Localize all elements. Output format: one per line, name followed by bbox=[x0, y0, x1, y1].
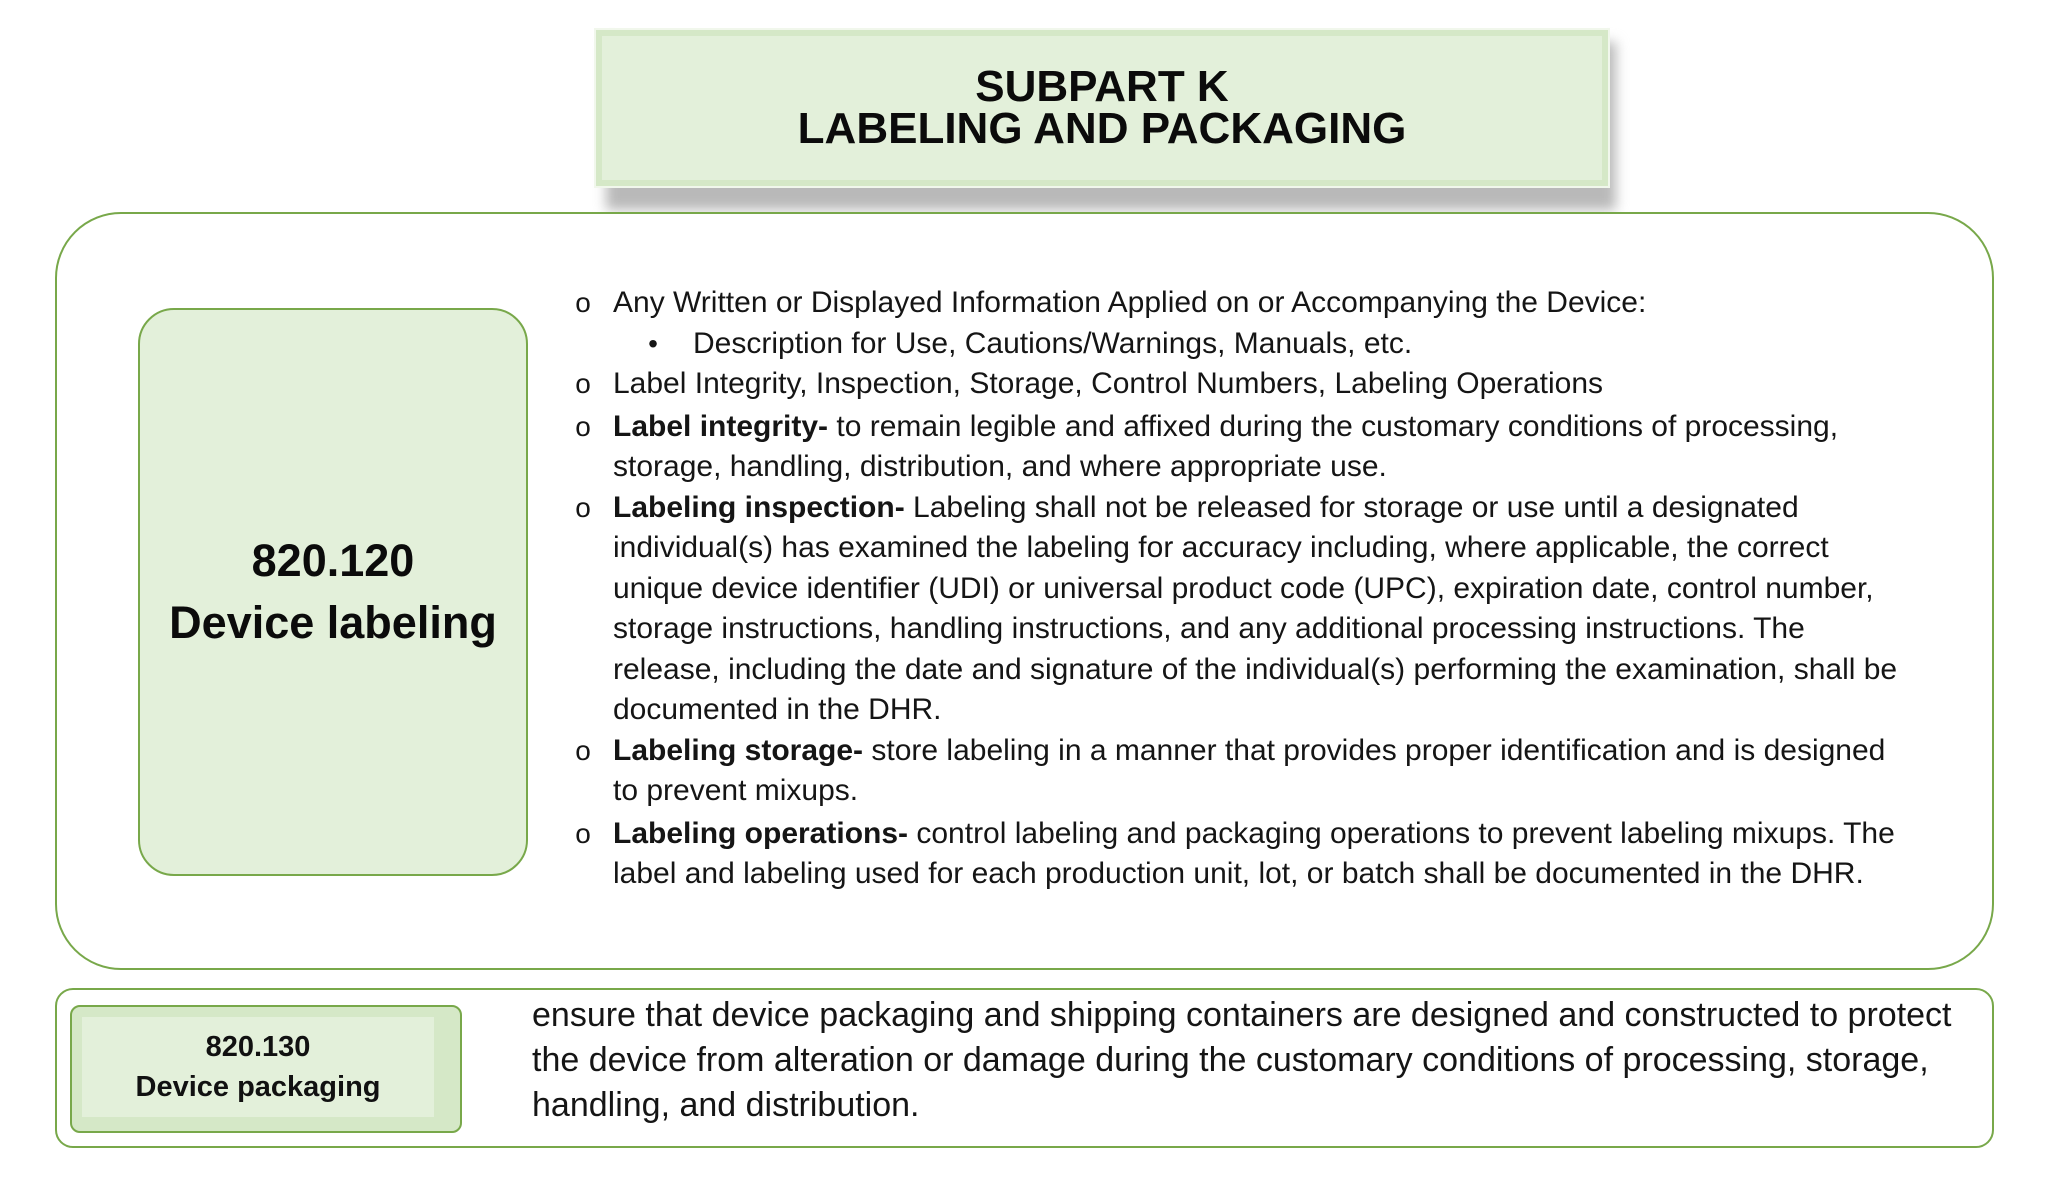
circle-bullet-icon: o bbox=[575, 410, 591, 442]
packaging-description: ensure that device packaging and shipping containers are designed and constructed to protect the device from alteration or damage during the customary conditions of processing, storage, handling, and distribution. bbox=[532, 996, 1952, 1124]
circle-bullet-icon: o bbox=[575, 817, 591, 849]
item-heading: Labeling storage- bbox=[613, 733, 864, 767]
packaging-section-code: 820.130 bbox=[205, 1031, 311, 1063]
list-item bbox=[553, 283, 1913, 324]
item-text: Labeling shall not be released for storage or use until a designated individual(s) has examined the labeling for accuracy including, where applicable, the correct unique device identifier (UDI) or universal product code (UPC), expiration date, control number, storage instructions, handling instructions, and any additional processing instructions. The release, including the date and signature of the individual(s) performing the examination, shall be documented in the DHR. bbox=[613, 490, 1898, 726]
circle-bullet-icon: o bbox=[575, 287, 591, 318]
circle-bullet-icon: o bbox=[575, 734, 591, 766]
title-line-1: SUBPART K bbox=[975, 62, 1229, 111]
item-heading: Labeling inspection- bbox=[613, 490, 905, 524]
labeling-section-name: Device labeling bbox=[169, 597, 497, 648]
circle-bullet-icon: o bbox=[575, 368, 591, 399]
item-text: Any Written or Displayed Information Applied on or Accompanying the Device: bbox=[613, 286, 1647, 319]
item-text: Label Integrity, Inspection, Storage, Control Numbers, Labeling Operations bbox=[613, 367, 1603, 400]
device-packaging-label bbox=[70, 1005, 462, 1133]
item-text: control labeling and packaging operations to prevent labeling mixups. The label and labeling used for each production unit, lot, or batch shall be documented in the DHR. bbox=[613, 816, 1895, 890]
list-item bbox=[553, 407, 1913, 488]
item-heading: Labeling operations- bbox=[613, 816, 909, 850]
labeling-section-code: 820.120 bbox=[251, 535, 415, 586]
packaging-section-name: Device packaging bbox=[135, 1071, 381, 1103]
sub-item-text: Description for Use, Cautions/Warnings, Manuals, etc. bbox=[693, 326, 1413, 360]
list-item bbox=[553, 488, 1913, 731]
item-text: store labeling in a manner that provides proper identification and is designed to prevent mixups. bbox=[613, 733, 1886, 807]
title-line-2: LABELING AND PACKAGING bbox=[797, 104, 1407, 153]
list-item bbox=[553, 814, 1913, 895]
circle-bullet-icon: o bbox=[575, 491, 591, 523]
list-item bbox=[553, 731, 1913, 812]
item-text: to remain legible and affixed during the customary conditions of processing, storage, handling, distribution, and where appropriate use. bbox=[613, 409, 1839, 483]
list-item bbox=[553, 364, 1913, 405]
slide-title bbox=[594, 28, 1610, 188]
labeling-bullet-list bbox=[553, 283, 1913, 895]
sub-list-item bbox=[613, 324, 1913, 365]
item-heading: Label integrity- bbox=[613, 409, 829, 443]
dot-bullet-icon: • bbox=[648, 327, 658, 359]
device-labeling-label bbox=[138, 308, 528, 876]
